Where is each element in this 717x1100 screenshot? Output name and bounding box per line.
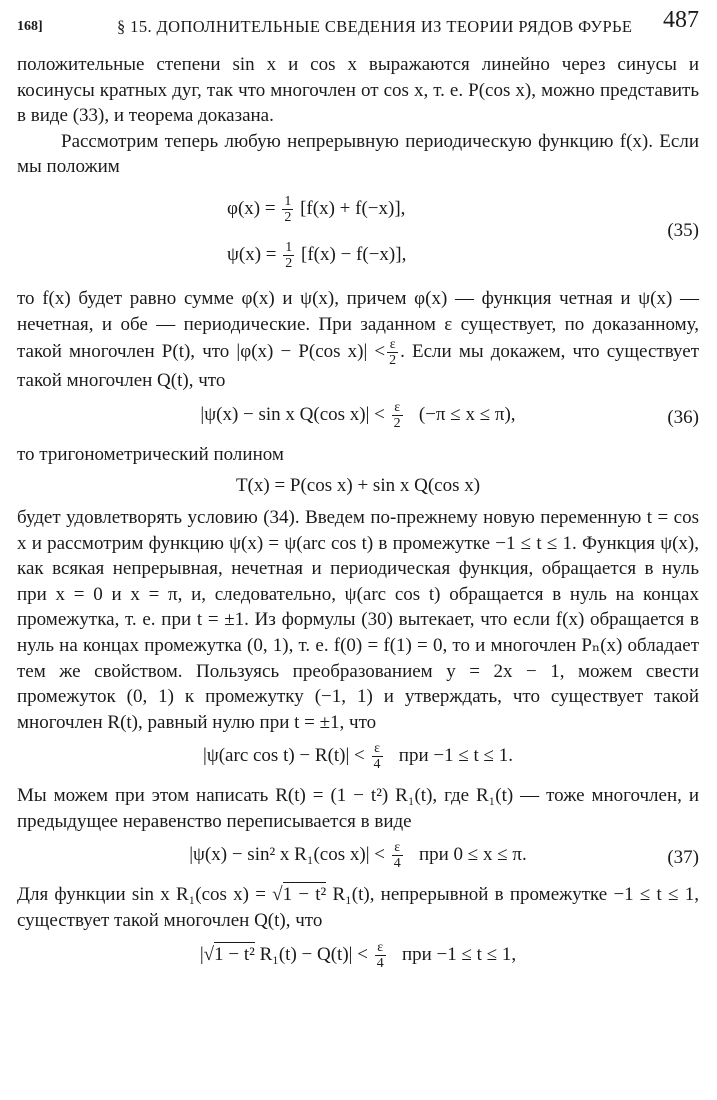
radicand: 1 − t² <box>214 943 255 965</box>
page-number: 487 <box>663 7 699 33</box>
running-title: § 15. ДОПОЛНИТЕЛЬНЫЕ СВЕДЕНИЯ ИЗ ТЕОРИИ РЯДОВ ФУРЬЕ <box>117 17 633 36</box>
radicand: 1 − t² <box>282 884 327 906</box>
section-number: 168] <box>17 19 43 34</box>
equation-35-psi: ψ(x) = $\frac{1}{2}$ [f(x) − f(−x)], <box>227 239 407 271</box>
fraction-half: $\frac{1}{2}$ <box>285 239 293 271</box>
equation-36: |ψ(x) − sin x Q(cos x)| < $\frac{\varepsilon}{2}$ (−π ≤ x ≤ π), (36) <box>200 399 699 431</box>
equation-R: |ψ(arc cos t) − R(t)| < $\frac{\varepsilon}{4}$ при −1 ≤ t ≤ 1. <box>203 741 513 773</box>
equation-number: (35) <box>667 219 699 241</box>
paragraph-5: будет удовлетворять условию (34). Введем по-прежнему новую переменную t = cos x и рассмотрим функцию ψ(x) = ψ(arc cos t) в промежутке −1 ≤ t ≤ 1. Функция ψ(x), как всякая непрерывная, нечетная и периодическая функция, обращается в нуль при x = 0 и x = π, и, следовательно, ψ(arc cos t) обращается в нуль на концах промежутка, т. е. при t = ±1. Из формулы (30) вытекает, что если f(x) обращается в нуль на концах промежутка (0, 1), т. е. f(0) = f(1) = 0, то и многочлен Pₙ(x) обладает тем же свойством. Пользуясь преобразованием y = 2x − 1, можем свести промежуток (0, 1) к промежутку (−1, 1) и утверждать, что существует такой многочлен R(t), равный нулю при t = ±1, что <box>17 506 699 733</box>
fraction-eps-2: $\frac{\varepsilon}{2}$ <box>389 337 397 369</box>
paragraph-1: положительные степени sin x и cos x выражаются линейно через синусы и косинусы кратных дуг, так что многочлен от cos x, т. е. P(cos x), можно представить в виде (33), и теорема доказана. <box>17 54 699 127</box>
paragraph-3: то f(x) будет равно сумме φ(x) и ψ(x), причем φ(x) — функция четная и ψ(x) — нечетная, и обе — периодические. При заданном ε существует, по доказанному, такой многочлен P(t), что |φ(x) − P(cos x)| < $\frac{\varepsilon}{2}$ . Если мы докажем, что существует такой многочлен Q(t), что <box>17 287 699 392</box>
paragraph-7: Для функции sin x R₁(cos x) = √1 − t² R₁(t), непрерывной в промежутке −1 ≤ t ≤ 1, существует такой многочлен Q(t), что <box>17 884 699 932</box>
equation-35-phi: φ(x) = $\frac{1}{2}$ [f(x) + f(−x)], <box>227 193 406 225</box>
equation-last: |√1 − t² R₁(t) − Q(t)| < $\frac{\varepsilon}{4}$ при −1 ≤ t ≤ 1, <box>199 939 517 971</box>
paragraph-2: Рассмотрим теперь любую непрерывную периодическую функцию f(x). Если мы положим <box>17 130 699 178</box>
fraction-half: $\frac{1}{2}$ <box>284 193 292 225</box>
paragraph-6: Мы можем при этом написать R(t) = (1 − t²) R₁(t), где R₁(t) — тоже многочлен, и предыдущее неравенство переписывается в виде <box>17 785 699 832</box>
equation-37: |ψ(x) − sin² x R₁(cos x)| < $\frac{\varepsilon}{4}$ при 0 ≤ x ≤ π. (37) <box>189 840 699 872</box>
paragraph-4: то тригонометрический полином <box>17 443 284 465</box>
page-body <box>17 52 699 982</box>
page-header <box>17 8 699 42</box>
equation-35 <box>17 188 699 280</box>
equation-number: (37) <box>667 847 699 869</box>
equation-T: T(x) = P(cos x) + sin x Q(cos x) <box>235 475 481 497</box>
equation-number: (36) <box>667 406 699 428</box>
